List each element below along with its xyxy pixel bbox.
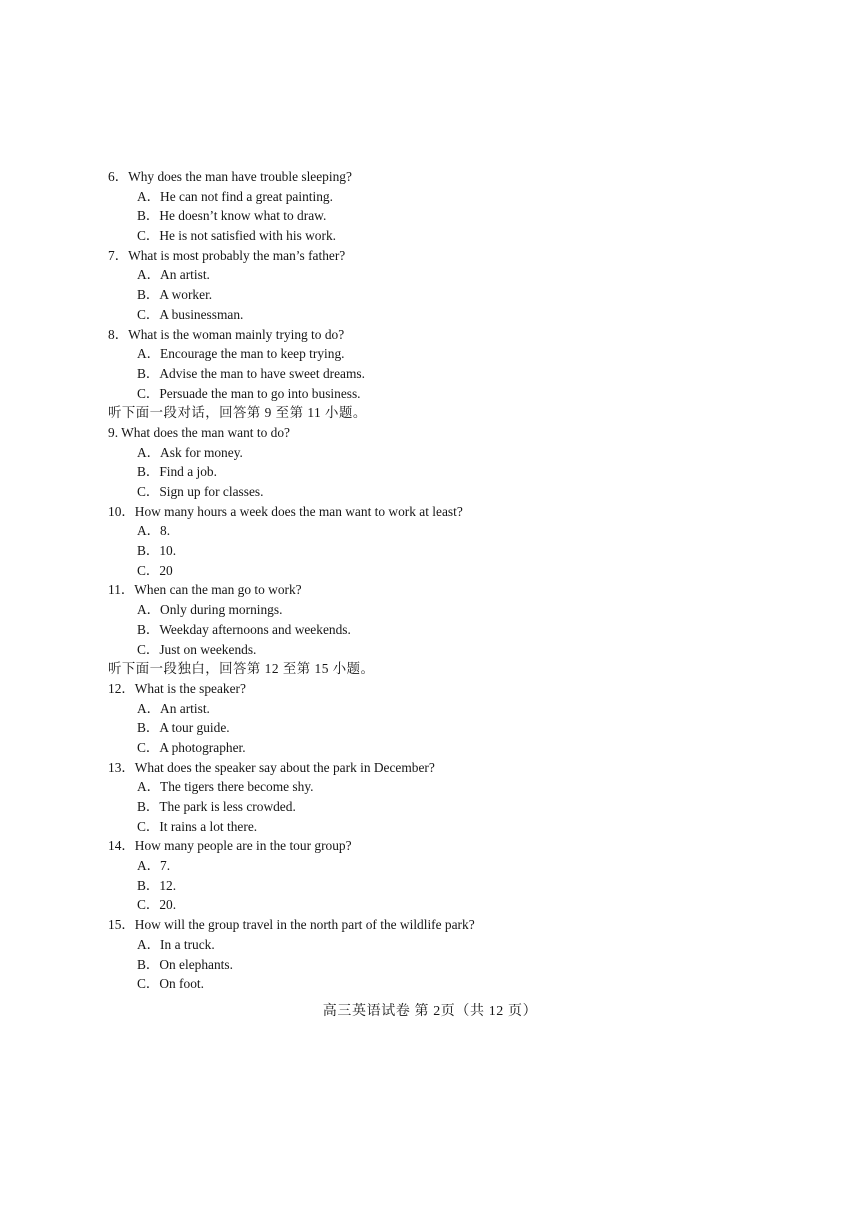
answer-option: B．Advise the man to have sweet dreams.	[137, 365, 365, 381]
answer-option: C．Just on weekends.	[137, 641, 257, 657]
answer-option: B．10.	[137, 543, 177, 559]
answer-option: B．Find a job.	[137, 464, 217, 480]
answer-option: A．An artist.	[137, 267, 210, 283]
answer-option: A．Ask for money.	[137, 444, 243, 460]
section-directions: 听下面一段独白，回答第 12 至第 15 小题。	[108, 661, 375, 677]
section-directions: 听下面一段对话，回答第 9 至第 11 小题。	[108, 405, 367, 421]
question-stem: 12．What is the speaker?	[108, 680, 246, 696]
answer-option: B．A tour guide.	[137, 720, 230, 736]
answer-option: C．Persuade the man to go into business.	[137, 385, 361, 401]
answer-option: A．An artist.	[137, 700, 210, 716]
answer-option: C．He is not satisfied with his work.	[137, 228, 336, 244]
answer-option: A．Encourage the man to keep trying.	[137, 346, 345, 362]
question-stem: 10．How many hours a week does the man want to work at least?	[108, 503, 463, 519]
answer-option: B．On elephants.	[137, 956, 233, 972]
answer-option: C．On foot.	[137, 976, 204, 992]
question-stem: 14．How many people are in the tour group?	[108, 838, 352, 854]
answer-option: A．The tigers there become shy.	[137, 779, 314, 795]
answer-option: C．20.	[137, 897, 177, 913]
question-list	[108, 167, 748, 994]
answer-option: C．A photographer.	[137, 739, 246, 755]
answer-option: B．12.	[137, 877, 177, 893]
question-stem: 9. What does the man want to do?	[108, 424, 290, 440]
question-stem: 8．What is the woman mainly trying to do?	[108, 326, 345, 342]
question-stem: 7．What is most probably the man’s father?	[108, 247, 346, 263]
answer-option: C．A businessman.	[137, 306, 244, 322]
answer-option: A．Only during mornings.	[137, 602, 283, 618]
answer-option: A．In a truck.	[137, 936, 215, 952]
answer-option: C．It rains a lot there.	[137, 818, 258, 834]
answer-option: B．A worker.	[137, 287, 213, 303]
answer-option: A．8.	[137, 523, 171, 539]
answer-option: C．Sign up for classes.	[137, 484, 264, 499]
answer-option: B．The park is less crowded.	[137, 799, 296, 814]
page-footer: 高三英语试卷 第 2页（共 12 页）	[322, 1004, 538, 1019]
question-stem: 6．Why does the man have trouble sleeping?	[108, 169, 352, 184]
answer-option: B．He doesn’t know what to draw.	[137, 208, 327, 224]
answer-option: A．7.	[137, 858, 171, 874]
answer-option: C．20	[137, 562, 173, 578]
question-stem: 13．What does the speaker say about the park in December?	[108, 759, 435, 775]
answer-option: A．He can not find a great painting.	[137, 188, 333, 204]
answer-option: B．Weekday afternoons and weekends.	[137, 621, 351, 637]
question-stem: 15．How will the group travel in the north part of the wildlife park?	[108, 917, 475, 933]
question-stem: 11．When can the man go to work?	[108, 582, 302, 598]
